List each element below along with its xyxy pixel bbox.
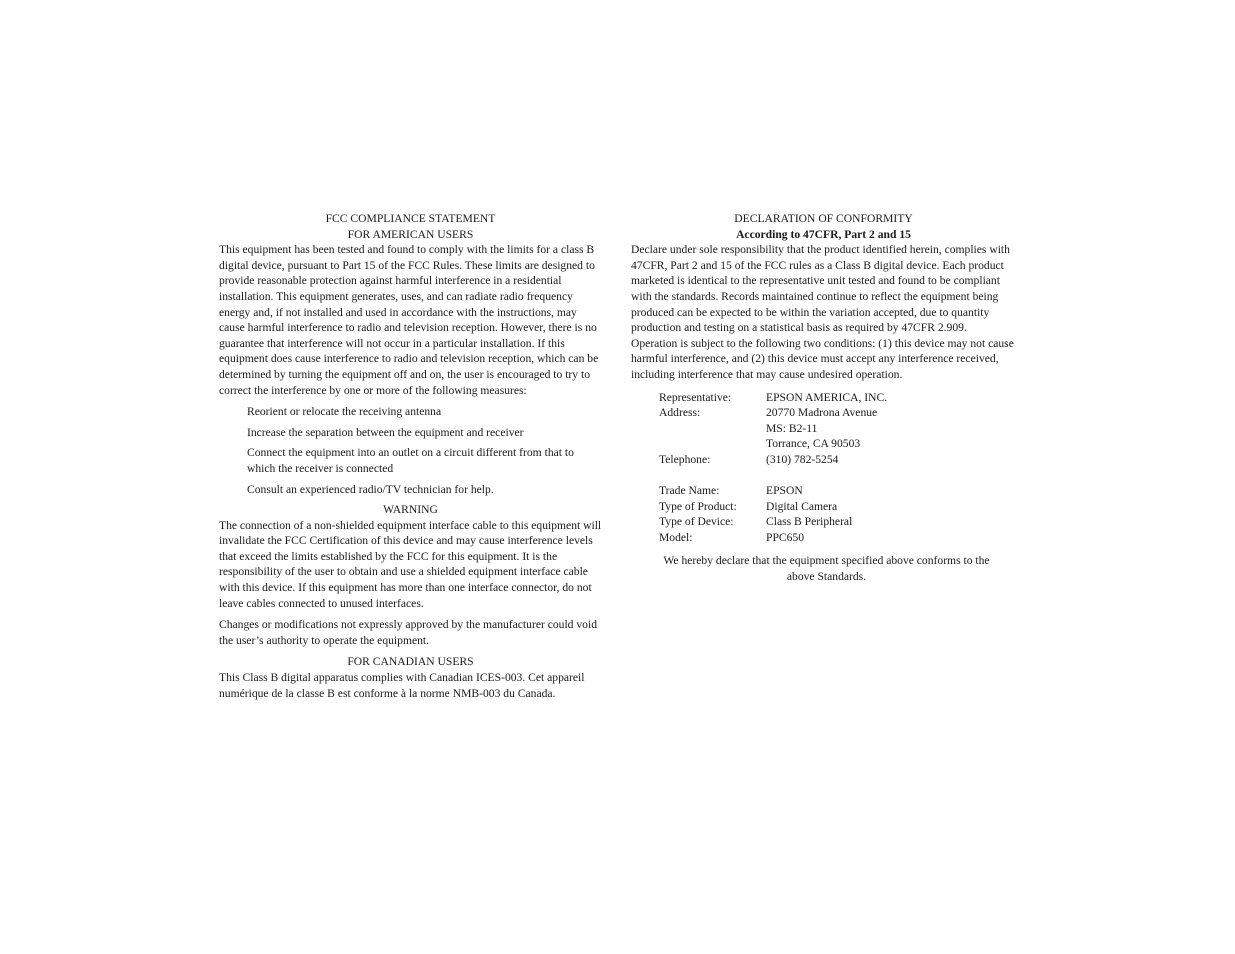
measure-item: Reorient or relocate the receiving antenna (247, 405, 442, 419)
canada-paragraph: This Class B digital apparatus complies with Canadian ICES-003. Cet appareil numérique de la classe B est conforme à la norme NMB-003 du Canada. (219, 671, 585, 700)
telephone-value: (310) 782-5254 (766, 452, 839, 466)
trade-name-value: EPSON (766, 484, 803, 498)
address-label: Address: (659, 406, 701, 420)
device-type-row (659, 514, 1016, 530)
trade-name-label: Trade Name: (659, 484, 720, 498)
telephone-label: Telephone: (659, 452, 711, 466)
address-line: MS: B2-11 (766, 421, 818, 435)
conformity-declaration: We hereby declare that the equipment specified above conforms to the above Standards. (663, 554, 990, 584)
representative-row (659, 390, 1016, 406)
declaration-title: DECLARATION OF CONFORMITY (734, 212, 913, 225)
fcc-title: FCC COMPLIANCE STATEMENT (325, 212, 496, 225)
address-line: 20770 Madrona Avenue (766, 406, 878, 420)
product-type-label: Type of Product: (659, 499, 737, 513)
fcc-compliance-column (219, 211, 602, 701)
representative-label: Representative: (659, 390, 732, 404)
canadian-users-title: FOR CANADIAN USERS (347, 655, 474, 669)
model-value: PPC650 (766, 530, 805, 544)
american-users-title: FOR AMERICAN USERS (347, 227, 474, 241)
declaration-column (631, 211, 1016, 585)
fcc-intro-paragraph: This equipment has been tested and found to comply with the limits for a class B digital device, pursuant to Part 15 of the FCC Rules. These limits are designed to provide reasonable protection against harmful interference in a residential installation. This equipment generates, uses, and can radiate radio frequency energy and, if not installed and used in accordance with the instructions, may cause harmful interference to radio and television reception. However, there is no guarantee that interference will not occur in a particular installation. If this equipment does cause interference to radio and television reception, which can be determined by turning the equipment off and on, the user is encouraged to try to correct the interference by one or more of the following measures: (219, 243, 599, 397)
measures-list (219, 404, 602, 497)
warning-paragraph: The connection of a non-shielded equipment interface cable to this equipment will invalidate the FCC Certification of this device and may cause interference levels that exceed the limits established by the FCC for this equipment. It is the responsibility of the user to obtain and use a shielded equipment interface cable with this device. If this equipment has more than one interface connector, do not leave cables connected to unused interfaces. (219, 518, 602, 610)
representative-value: EPSON AMERICA, INC. (766, 390, 888, 404)
info-spacer (659, 468, 1016, 484)
measure-item: Increase the separation between the equipment and receiver (247, 425, 524, 439)
device-type-value: Class B Peripheral (766, 515, 853, 529)
contact-info-block (659, 390, 1016, 546)
address-value (766, 405, 1016, 452)
model-row (659, 530, 1016, 546)
product-type-value: Digital Camera (766, 499, 838, 513)
measure-item: Connect the equipment into an outlet on a circuit different from that to which the receiver is connected (247, 446, 574, 475)
declaration-paragraph: Declare under sole responsibility that the product identified herein, complies with 47CFR, Part 2 and 15 of the FCC rules as a Class B digital device. Each product marketed is identical to the representative unit tested and found to be compliant with the standards. Records maintained continue to reflect the equipment being produced can be expected to be within the variation accepted, due to quantity production and testing on a statistical basis as required by 47CFR 2.909. Operation is subject to the following two conditions: (1) this device may not cause harmful interference, and (2) this device must accept any interference received, including interference that may cause undesired operation. (631, 243, 1014, 381)
changes-paragraph: Changes or modifications not expressly approved by the manufacturer could void the user’s authority to operate the equipment. (219, 618, 597, 647)
product-type-row (659, 499, 1016, 515)
model-label: Model: (659, 530, 693, 544)
device-type-label: Type of Device: (659, 515, 734, 529)
measure-item: Consult an experienced radio/TV technician for help. (247, 482, 494, 496)
trade-name-row (659, 483, 1016, 499)
telephone-row (659, 452, 1016, 468)
address-line: Torrance, CA 90503 (766, 437, 861, 451)
address-row (659, 405, 1016, 452)
warning-title: WARNING (383, 503, 438, 517)
declaration-subtitle: According to 47CFR, Part 2 and 15 (736, 227, 911, 241)
